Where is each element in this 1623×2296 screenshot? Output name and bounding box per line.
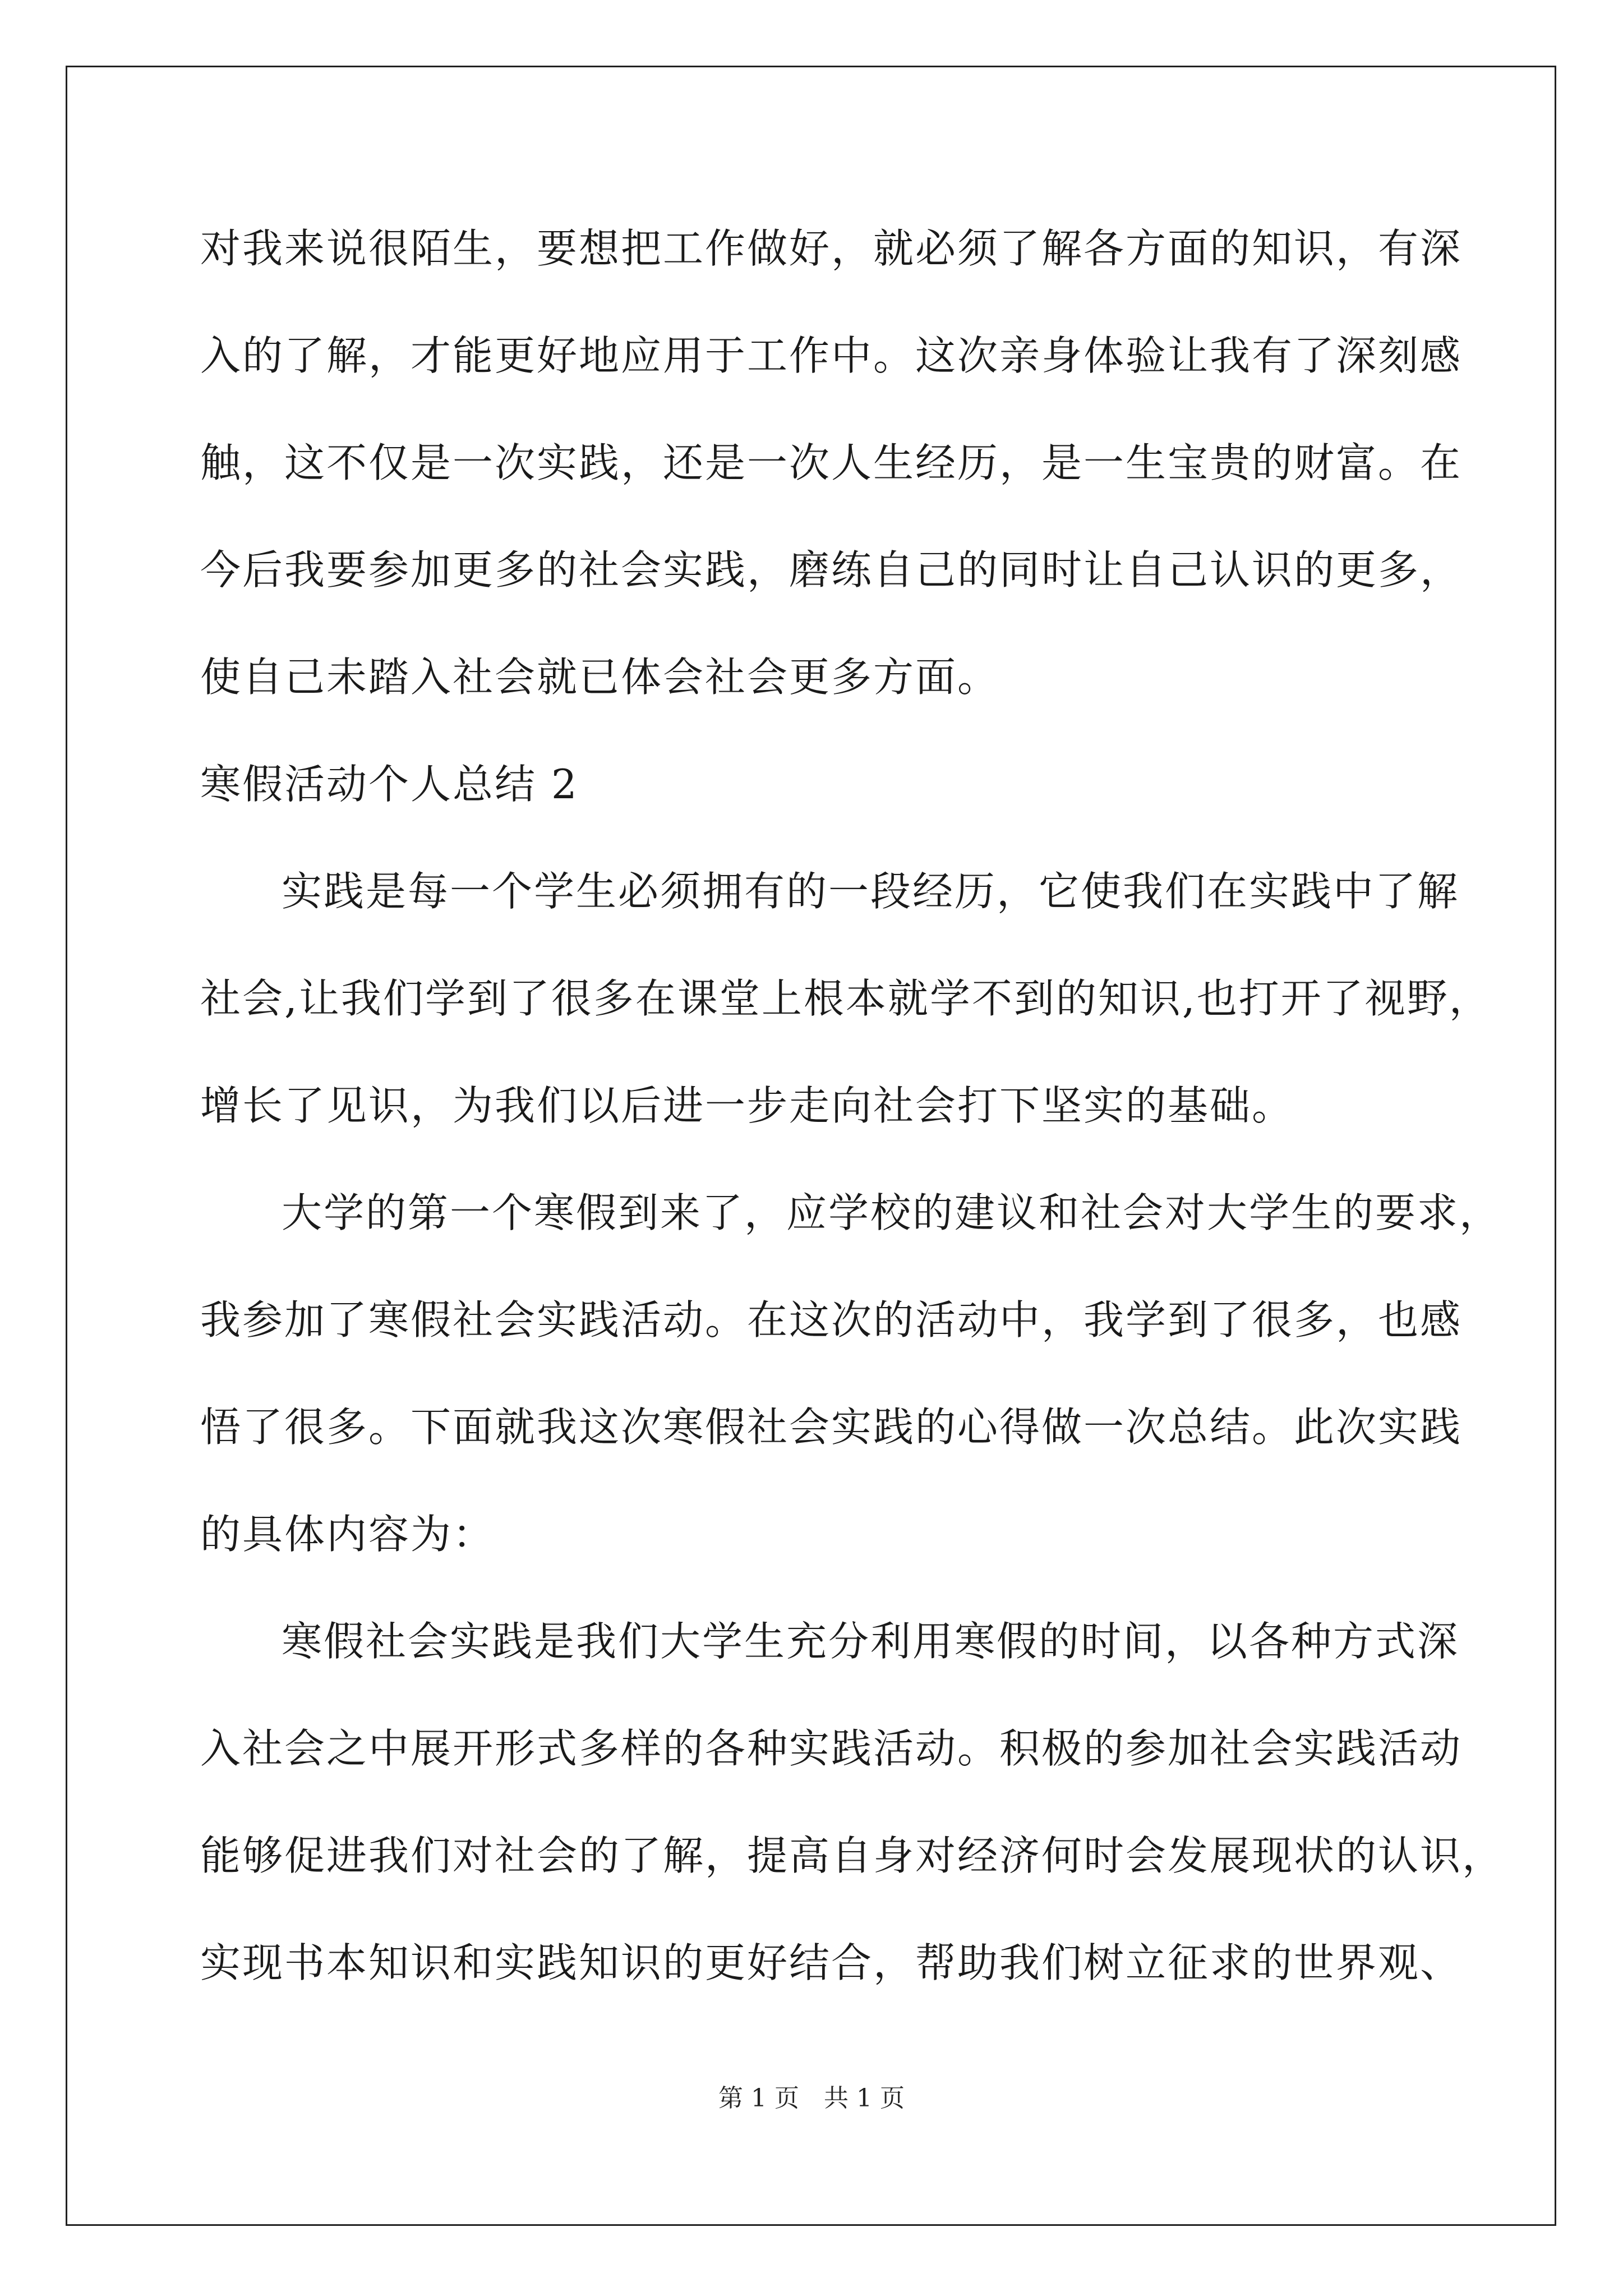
text-line: 能够促进我们对社会的了解，提高自身对经济何时会发展现状的认识， — [200, 1832, 1505, 1879]
page-footer: 第 1 页 共 1 页 — [718, 2084, 905, 2113]
text-line: 实现书本知识和实践知识的更好结合，帮助我们树立征求的世界观、 — [200, 1939, 1463, 1986]
text-line: 的具体内容为： — [200, 1511, 495, 1558]
text-line: 对我来说很陌生，要想把工作做好，就必须了解各方面的知识，有深 — [200, 225, 1463, 272]
section-heading: 寒假活动个人总结 2 — [200, 761, 579, 808]
text-line: 增长了见识，为我们以后进一步走向社会打下坚实的基础。 — [200, 1082, 1294, 1129]
text-line: 我参加了寒假社会实践活动。在这次的活动中，我学到了很多，也感 — [200, 1296, 1463, 1343]
text-line: 悟了很多。下面就我这次寒假社会实践的心得做一次总结。此次实践 — [200, 1404, 1463, 1451]
text-line: 入社会之中展开形式多样的各种实践活动。积极的参加社会实践活动 — [200, 1725, 1463, 1772]
text-line: 实践是每一个学生必须拥有的一段经历，它使我们在实践中了解 — [282, 868, 1460, 915]
text-line: 今后我要参加更多的社会实践，磨练自己的同时让自己认识的更多， — [200, 546, 1463, 593]
text-line: 社会,让我们学到了很多在课堂上根本就学不到的知识,也打开了视野， — [200, 975, 1491, 1022]
text-line: 寒假社会实践是我们大学生充分利用寒假的时间，以各种方式深 — [282, 1618, 1460, 1665]
text-line: 大学的第一个寒假到来了，应学校的建议和社会对大学生的要求， — [282, 1189, 1502, 1236]
text-line: 使自己未踏入社会就已体会社会更多方面。 — [200, 654, 1000, 701]
text-line: 入的了解，才能更好地应用于工作中。这次亲身体验让我有了深刻感 — [200, 332, 1463, 379]
text-line: 触，这不仅是一次实践，还是一次人生经历，是一生宝贵的财富。在 — [200, 439, 1463, 486]
document-body — [200, 222, 1505, 1990]
